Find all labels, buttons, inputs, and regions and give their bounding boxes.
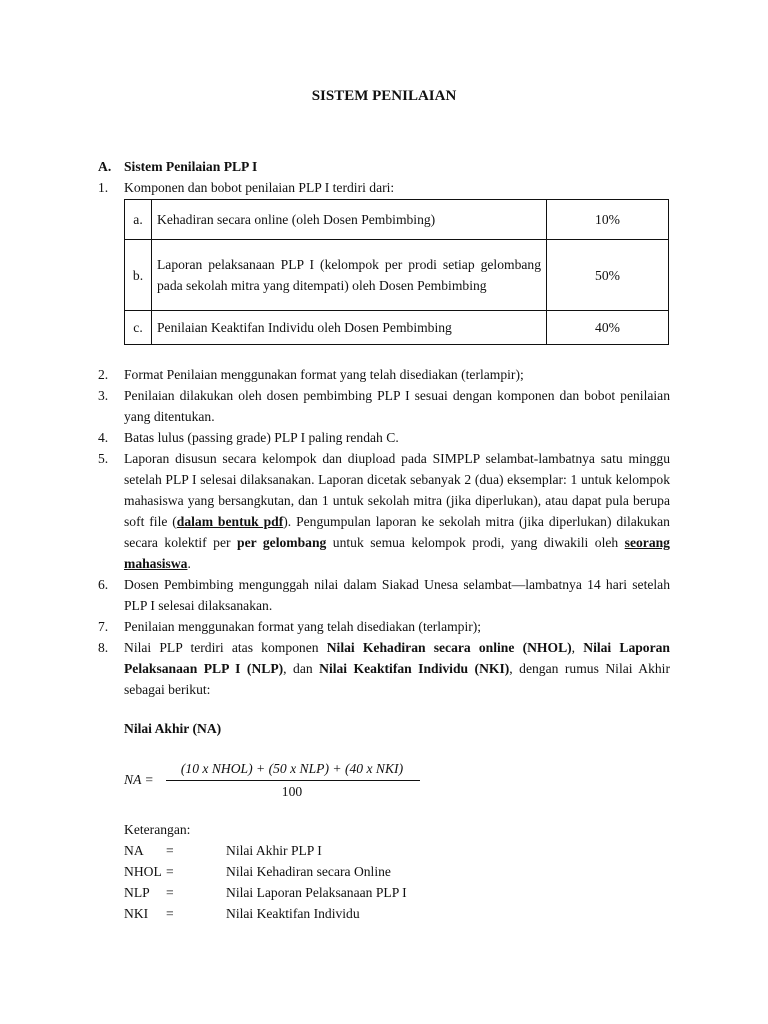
list-item-number: 1. [98,180,109,195]
list-item-8 [98,637,670,700]
table-cell-key: c. [125,311,152,345]
text-run: , dengan rumus Nilai Akhir sebagai berikut: [124,661,670,697]
list-item-text: Penilaian dilakukan oleh dosen pembimbing PLP I sesuai dengan komponen dan bobot penilaian yang ditentukan. [124,388,670,424]
list-item-4 [98,427,670,448]
table-cell-desc: Penilaian Keaktifan Individu oleh Dosen Pembimbing [152,311,547,345]
text-run: untuk semua kelompok prodi, yang diwakili oleh [326,535,625,550]
formula-denominator: 100 [281,784,303,799]
keterangan-equals: = [166,864,174,879]
list-item-number: 3. [98,388,109,403]
keterangan-desc: Nilai Akhir PLP I [226,843,322,858]
section-a-label: A. [98,159,112,174]
list-item-1 [98,177,670,198]
list-item-number: 7. [98,619,109,634]
list-item-number: 2. [98,367,109,382]
keterangan-equals: = [166,906,174,921]
list-item-number: 4. [98,430,109,445]
formula-lhs: NA = [124,772,154,787]
keterangan-abbr: NLP [124,885,150,900]
emphasis-nki: Nilai Keaktifan Individu (NKI) [319,661,510,676]
text-run: . [187,556,191,571]
list-item-6 [98,574,670,616]
list-item-text: Dosen Pembimbing mengunggah nilai dalam Siakad Unesa selambat—lambatnya 14 hari setelah PLP I selesai dilaksanakan. [124,577,670,613]
table-cell-desc: Kehadiran secara online (oleh Dosen Pembimbing) [152,200,547,240]
keterangan-equals: = [166,843,174,858]
numbered-list [98,364,670,700]
list-item-2 [98,364,670,385]
weight-table [124,199,669,345]
keterangan-abbr: NHOL [124,864,162,879]
list-item-text [124,637,670,700]
table-row [125,200,669,240]
list-item-text [124,448,670,574]
keterangan-equals: = [166,885,174,900]
list-item-number: 6. [98,577,109,592]
emphasis-pdf: dalam bentuk pdf [176,514,284,529]
page-title: SISTEM PENILAIAN [311,88,457,104]
list-item-3 [98,385,670,427]
emphasis-seorang-mahasiswa: seorang mahasiswa [124,535,670,571]
keterangan-desc: Nilai Keaktifan Individu [226,906,360,921]
table-row [125,311,669,345]
emphasis-per-gelombang: per gelombang [237,535,327,550]
emphasis-nlp: Nilai Laporan Pelaksanaan PLP I (NLP) [124,640,670,676]
list-item-number: 5. [98,451,109,466]
text-run: Laporan disusun secara kelompok dan diupload pada SIMPLP selambat-lambatnya satu minggu setelah PLP I selesai dilaksanakan. Laporan dicetak sebanyak 2 (dua) eksemplar: 1 untuk kelompok mahasiswa yang bersangkutan, dan 1 untuk sekolah mitra (jika diperlukan), atau dapat pula berupa soft file ( [124,451,670,529]
list-item-text: Format Penilaian menggunakan format yang telah disediakan (terlampir); [124,367,524,382]
table-cell-weight: 10% [547,200,669,240]
table-row [125,240,669,311]
list-item-5 [98,448,670,574]
table-cell-key: a. [125,200,152,240]
text-run: , dan [283,661,320,676]
table-cell-weight: 40% [547,311,669,345]
list-item-number: 8. [98,640,109,655]
list-item-text: Penilaian menggunakan format yang telah disediakan (terlampir); [124,619,482,634]
keterangan-desc: Nilai Laporan Pelaksanaan PLP I [226,885,407,900]
text-run: Nilai PLP terdiri atas komponen [124,640,327,655]
keterangan-abbr: NA [124,843,144,858]
list-item-7 [98,616,670,637]
table-cell-desc: Laporan pelaksanaan PLP I (kelompok per prodi setiap gelombang pada sekolah mitra yang ditempati) oleh Dosen Pembimbing [152,240,547,311]
keterangan-desc: Nilai Kehadiran secara Online [226,864,391,879]
table-cell-key: b. [125,240,152,311]
list-item-text: Komponen dan bobot penilaian PLP I terdiri dari: [124,180,395,195]
section-a-title: Sistem Penilaian PLP I [124,159,258,174]
na-formula [124,758,444,802]
keterangan-abbr: NKI [124,906,149,921]
list-item-text: Batas lulus (passing grade) PLP I paling rendah C. [124,430,399,445]
text-run: ). Pengumpulan laporan ke sekolah mitra (jika diperlukan) dilakukan secara kolektif per [124,514,670,550]
table-cell-weight: 50% [547,240,669,311]
keterangan-label: Keterangan: [124,822,191,837]
formula-numerator: (10 x NHOL) + (50 x NLP) + (40 x NKI) [180,761,404,776]
na-heading: Nilai Akhir (NA) [124,721,222,736]
text-run: , [571,640,584,655]
section-a-heading [98,156,257,177]
emphasis-nhol: Nilai Kehadiran secara online (NHOL) [326,640,572,655]
